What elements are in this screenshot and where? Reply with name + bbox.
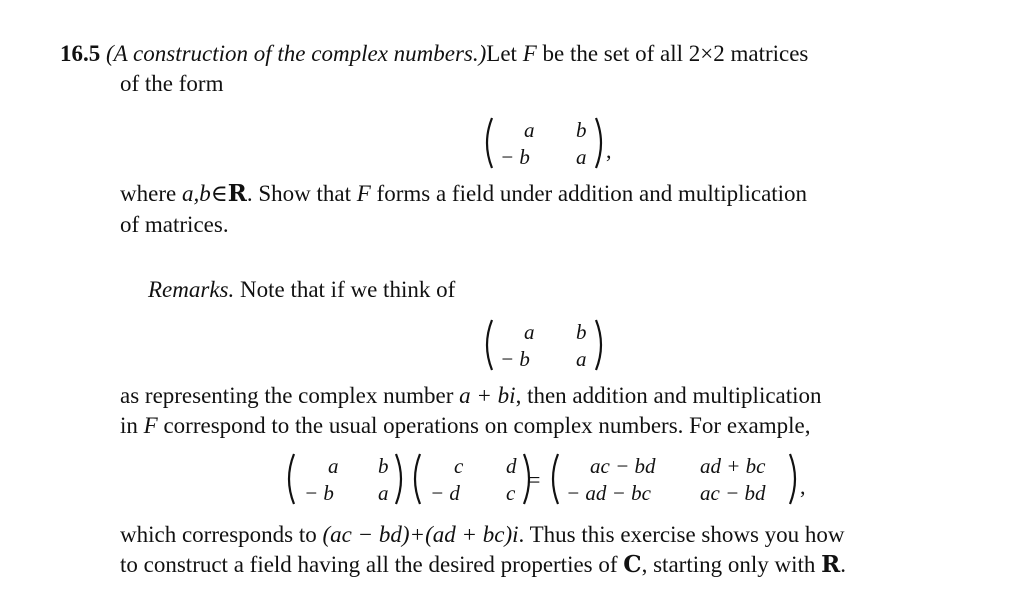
left-paren (480, 116, 494, 170)
matrix-general (480, 116, 630, 170)
matrix-cell: ac − bd (590, 454, 656, 478)
right-paren (594, 318, 608, 372)
matrix-cell: ac − bd (700, 481, 766, 505)
remarks-body-1: as representing the complex number a + bi, then addition and multiplication (120, 383, 822, 408)
matrix-cell: b (378, 454, 389, 478)
matrix-cell: a (524, 320, 535, 344)
conclusion-line-1: which corresponds to (ac − bd)+(ad + bc)i. Thus this exercise shows you how (120, 522, 845, 547)
matrix-cell: c (506, 481, 516, 505)
matrix-cell: − b (500, 347, 530, 371)
left-paren (408, 452, 422, 506)
where-line-2: of matrices. (120, 212, 229, 237)
matrix-cell: a (576, 347, 587, 371)
matrix-comma: , (800, 474, 806, 499)
matrix-cell: ad + bc (700, 454, 766, 478)
left-paren (480, 318, 494, 372)
matrix-cell: a (524, 118, 535, 142)
problem-title: (A construction of the complex numbers.) (106, 41, 487, 66)
where-line-1: where a,b∈R. Show that F forms a field under addition and multiplication (120, 180, 808, 207)
matrix-example-2 (408, 452, 541, 506)
matrix-cell: − ad − bc (566, 481, 651, 505)
matrix-cell: c (454, 454, 464, 478)
conclusion-line-2: to construct a field having all the desired properties of C, starting only with R. (120, 551, 847, 578)
matrix-cell: d (506, 454, 517, 478)
problem-heading: 16.5 (A construction of the complex numbers.)Let F be the set of all 2×2 matrices (60, 41, 809, 66)
remarks-line: Remarks. Note that if we think of (148, 277, 456, 302)
reals-symbol: R (227, 180, 247, 207)
matrix-cell: − b (304, 481, 334, 505)
reals-symbol: R (821, 551, 841, 578)
matrix-remarks (480, 318, 620, 372)
remarks-label: Remarks. (148, 277, 235, 302)
matrix-cell: a (378, 481, 389, 505)
problem-line-2: of the form (120, 71, 224, 96)
matrix-cell: − d (430, 481, 460, 505)
matrix-comma: , (606, 138, 612, 163)
left-paren (282, 452, 296, 506)
left-paren (546, 452, 560, 506)
equals-sign: = (528, 467, 541, 492)
matrix-cell: − b (500, 145, 530, 169)
right-paren (394, 452, 408, 506)
matrix-example-1 (282, 452, 412, 506)
remarks-body-2: in F correspond to the usual operations on complex numbers. For example, (120, 413, 811, 438)
matrix-cell: b (576, 320, 587, 344)
problem-number: 16.5 (60, 41, 101, 66)
matrix-cell: b (576, 118, 587, 142)
complex-symbol: C (623, 551, 642, 578)
matrix-cell: a (576, 145, 587, 169)
matrix-example-result (546, 452, 816, 506)
matrix-cell: a (328, 454, 339, 478)
